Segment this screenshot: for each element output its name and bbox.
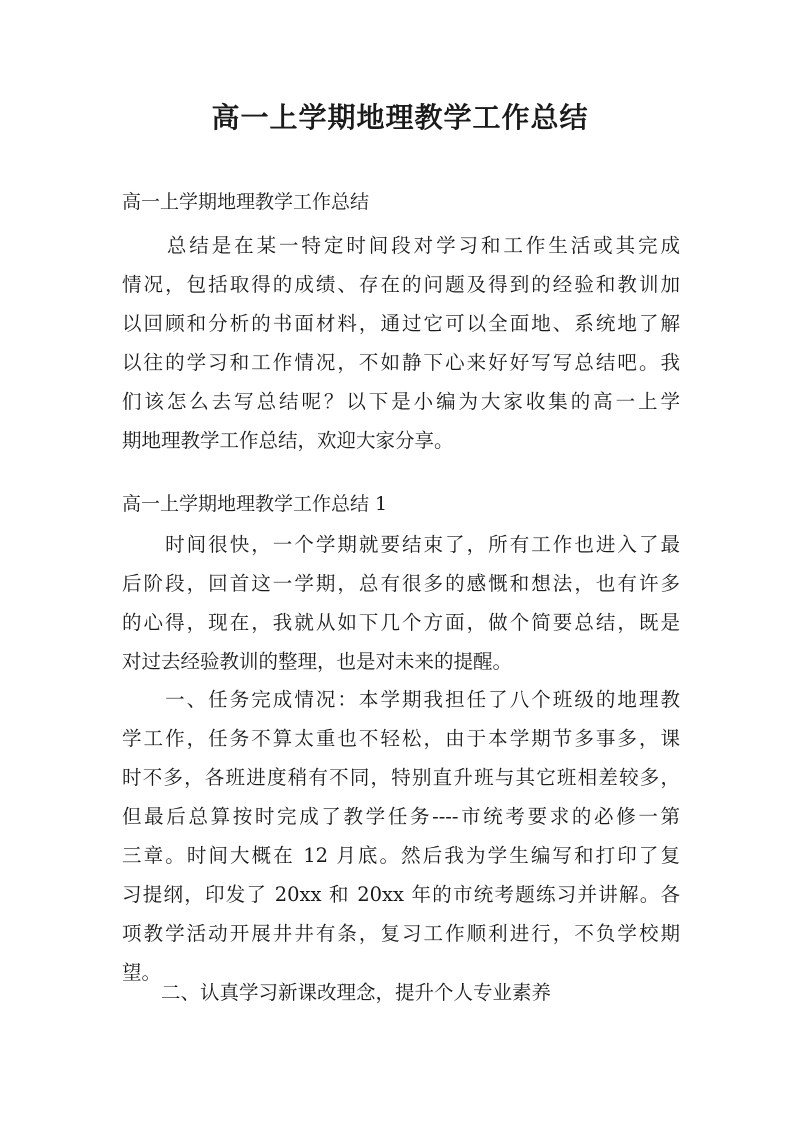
- text-line: 们该怎么去写总结呢？以下是小编为大家收集的高一上学: [122, 390, 680, 413]
- text-line: 三章。时间大概在 12 月底。然后我为学生编写和打印了复: [122, 844, 680, 867]
- section-heading: 高一上学期地理教学工作总结 1: [122, 493, 388, 515]
- text-line: 学工作，任务不算太重也不轻松，由于本学期节多事多，课: [122, 727, 680, 750]
- text-line: 项教学活动开展井井有条，复习工作顺利进行，不负学校期: [122, 922, 680, 945]
- text-line: 情况，包括取得的成绩、存在的问题及得到的经验和教训加: [122, 273, 680, 296]
- text-line: 习提纲，印发了 20xx 和 20xx 年的市统考题练习并讲解。各: [122, 883, 680, 906]
- text-line: 望。: [122, 961, 162, 984]
- intro-paragraph: [122, 226, 680, 460]
- text-line: 期地理教学工作总结，欢迎大家分享。: [122, 429, 454, 452]
- subtitle: 高一上学期地理教学工作总结: [122, 191, 370, 213]
- text-line: 对过去经验教训的整理，也是对未来的提醒。: [122, 650, 513, 673]
- text-line: 一、任务完成情况：本学期我担任了八个班级的地理教: [122, 688, 680, 711]
- text-line: 但最后总算按时完成了教学任务----市统考要求的必修一第: [122, 805, 680, 828]
- document-title: 高一上学期地理教学工作总结: [211, 101, 589, 134]
- text-line: 时不多，各班进度稍有不同，特别直升班与其它班相差较多，: [122, 766, 680, 789]
- text-line: 后阶段，回首这一学期，总有很多的感慨和想法，也有许多: [122, 572, 680, 595]
- text-line: 以往的学习和工作情况，不如静下心来好好写写总结吧。我: [122, 351, 680, 374]
- section-paragraph: [122, 680, 680, 992]
- section-paragraph: [122, 973, 680, 1012]
- text-line: 时间很快，一个学期就要结束了，所有工作也进入了最: [122, 533, 680, 556]
- text-line: 总结是在某一特定时间段对学习和工作生活或其完成: [122, 234, 680, 257]
- text-line: 二、认真学习新课改理念，提升个人专业素养: [122, 981, 552, 1004]
- section-paragraph: [122, 525, 680, 681]
- text-line: 以回顾和分析的书面材料，通过它可以全面地、系统地了解: [122, 312, 680, 335]
- text-line: 的心得，现在，我就从如下几个方面，做个简要总结，既是: [122, 611, 680, 634]
